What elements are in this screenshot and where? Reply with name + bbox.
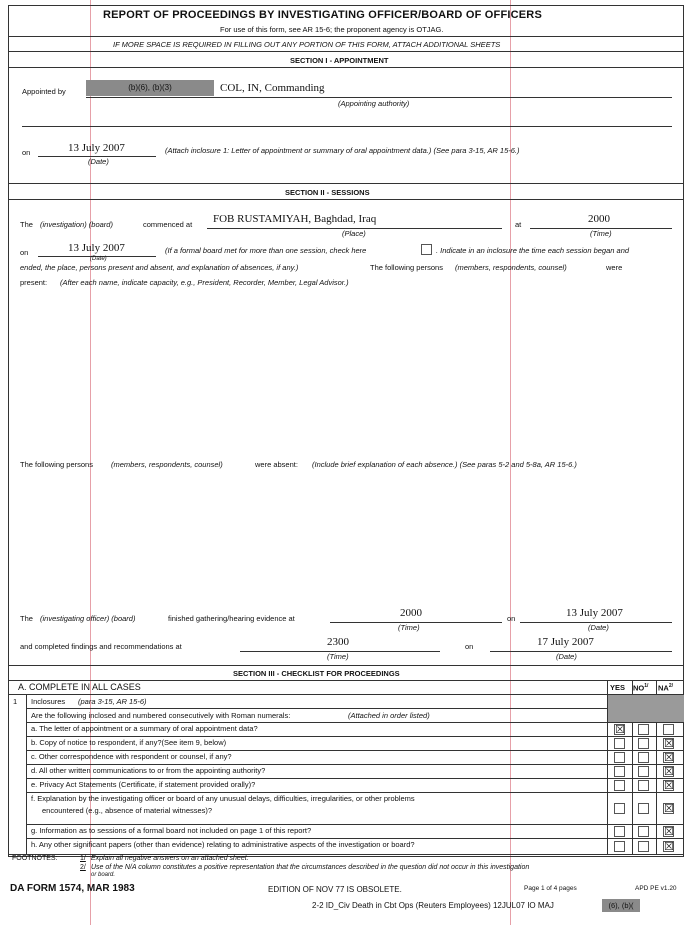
finished-inv-label: (investigating officer) (board) bbox=[40, 614, 136, 623]
the-label: The bbox=[20, 220, 33, 229]
completed-time-caption: (Time) bbox=[327, 652, 349, 661]
inv-board-label: (investigation) (board) bbox=[40, 220, 113, 229]
finished-time-caption: (Time) bbox=[398, 623, 420, 632]
footer-redaction: (6), (b)( bbox=[602, 899, 640, 912]
appointing-authority-value: COL, IN, Commanding bbox=[220, 82, 325, 94]
col-no: $NO^{1/}$ bbox=[633, 683, 649, 693]
col-yes: YES bbox=[610, 683, 626, 692]
on-label-2: on bbox=[20, 248, 29, 257]
finished-date-caption: (Date) bbox=[588, 623, 609, 632]
finished-label: finished gathering/hearing evidence at bbox=[168, 614, 295, 623]
multiple-sessions-checkbox[interactable] bbox=[421, 244, 432, 255]
checkbox-na[interactable]: ☒ bbox=[664, 779, 674, 792]
checkbox-no[interactable] bbox=[638, 803, 649, 814]
checkbox-na[interactable]: ☒ bbox=[664, 751, 674, 764]
completed-date-caption: (Date) bbox=[556, 652, 577, 661]
checklist-item-label: c. Other correspondence with respondent or counsel, if any? bbox=[31, 752, 232, 761]
ended-line: ended, the place, persons present and absent, and explanation of absences, if any.) bbox=[20, 263, 299, 272]
finished-date: 13 July 2007 bbox=[566, 607, 623, 619]
place-caption: (Place) bbox=[342, 229, 366, 238]
group-a-heading: A. COMPLETE IN ALL CASES bbox=[18, 682, 141, 692]
checklist-item-label: b. Copy of notice to respondent, if any?(See item 9, below) bbox=[31, 738, 227, 747]
checklist-item-label: e. Privacy Act Statements (Certificate, if statement provided orally)? bbox=[31, 780, 256, 789]
footnotes-label: FOOTNOTES: bbox=[12, 855, 58, 862]
checkbox-yes[interactable]: ☒ bbox=[615, 723, 625, 736]
finished-the: The bbox=[20, 614, 33, 623]
formal-note: (If a formal board met for more than one session, check here bbox=[165, 246, 367, 255]
checklist-item-label: g. Information as to sessions of a formal board not included on page 1 of this report? bbox=[31, 826, 312, 835]
checkbox-no[interactable] bbox=[638, 780, 649, 791]
checkbox-no[interactable] bbox=[638, 738, 649, 749]
checkbox-no[interactable] bbox=[638, 766, 649, 777]
appointment-date: 13 July 2007 bbox=[68, 142, 125, 154]
were-label: were bbox=[606, 263, 623, 272]
checkbox-yes[interactable] bbox=[614, 738, 625, 749]
form-title: REPORT OF PROCEEDINGS BY INVESTIGATING OFFICER/BOARD OF OFFICERS bbox=[103, 9, 542, 21]
checkbox-yes[interactable] bbox=[614, 780, 625, 791]
checkbox-no[interactable] bbox=[638, 724, 649, 735]
checkbox-yes[interactable] bbox=[614, 826, 625, 837]
following-present-label: The following persons bbox=[370, 263, 443, 272]
checkbox-yes[interactable] bbox=[614, 841, 625, 852]
inclosures-label: Inclosures bbox=[31, 697, 66, 706]
redaction-box: (b)(6), (b)(3) bbox=[86, 80, 214, 96]
session-time: 2000 bbox=[588, 213, 610, 225]
absent-note: (Include brief explanation of each absence.) (See paras 5-2 and 5-8a, AR 15-6.) bbox=[312, 460, 577, 469]
space-note: IF MORE SPACE IS REQUIRED IN FILLING OUT ANY PORTION OF THIS FORM, ATTACH ADDITIONAL SHEETS bbox=[113, 40, 501, 49]
commenced-label: commenced at bbox=[143, 220, 193, 229]
section2-heading: SECTION II - SESSIONS bbox=[285, 188, 370, 197]
absent-lead: The following persons bbox=[20, 460, 93, 469]
checkbox-na[interactable]: ☒ bbox=[664, 737, 674, 750]
checkbox-yes[interactable] bbox=[614, 803, 625, 814]
footnote-2b: or board. bbox=[91, 872, 116, 878]
apd-version: APD PE v1.20 bbox=[635, 885, 677, 892]
footnote-1: Explain all negative answers on an attached sheet. bbox=[91, 855, 249, 862]
checklist-item-label-cont: encountered (e.g., absence of material witnesses)? bbox=[42, 806, 213, 815]
checkbox-no[interactable] bbox=[638, 841, 649, 852]
checkbox-no[interactable] bbox=[638, 752, 649, 763]
shaded-cells bbox=[608, 695, 684, 722]
checkbox-na[interactable]: ☒ bbox=[664, 840, 674, 853]
section3-heading: SECTION III - CHECKLIST FOR PROCEEDINGS bbox=[233, 669, 400, 678]
checklist-item-label: a. The letter of appointment or a summary of oral appointment data? bbox=[31, 724, 258, 733]
following-line: Are the following inclosed and numbered consecutively with Roman numerals: bbox=[31, 711, 291, 720]
footnote-1-mark: 1/ bbox=[80, 855, 86, 862]
appointed-by-label: Appointed by bbox=[22, 87, 66, 96]
appointment-date-caption: (Date) bbox=[88, 157, 109, 166]
page-count: Page 1 of 4 pages bbox=[524, 885, 577, 892]
completed-date: 17 July 2007 bbox=[537, 636, 594, 648]
col-na: $NA^{2/}$ bbox=[658, 683, 674, 693]
at-label: at bbox=[515, 220, 522, 229]
checkbox-na[interactable]: ☒ bbox=[664, 825, 674, 838]
checkbox-yes[interactable] bbox=[614, 766, 625, 777]
checkbox-na[interactable]: ☒ bbox=[664, 765, 674, 778]
completed-label: and completed findings and recommendations at bbox=[20, 642, 182, 651]
checklist-item-label: d. All other written communications to or from the appointing authority? bbox=[31, 766, 266, 775]
on-label: on bbox=[22, 148, 31, 157]
session-date-caption: (Date) bbox=[90, 256, 107, 262]
checkbox-yes[interactable] bbox=[614, 752, 625, 763]
use-note: For use of this form, see AR 15-6; the proponent agency is OTJAG. bbox=[220, 25, 444, 34]
checkbox-na[interactable] bbox=[663, 724, 674, 735]
edition-note: EDITION OF NOV 77 IS OBSOLETE. bbox=[268, 885, 402, 894]
time-caption: (Time) bbox=[590, 229, 612, 238]
row-number: 1 bbox=[13, 697, 18, 706]
members-note: (members, respondents, counsel) bbox=[455, 263, 567, 272]
absent-members-note: (members, respondents, counsel) bbox=[111, 460, 223, 469]
attach-note: (Attach inclosure 1: Letter of appointment or summary of oral appointment data.) (See para 3-15, AR 15-6.) bbox=[165, 146, 520, 155]
session-place: FOB RUSTAMIYAH, Baghdad, Iraq bbox=[213, 213, 377, 225]
footnote-2: Use of the N/A column constitutes a positive representation that the circumstances described in the question did not occur in this investigation bbox=[91, 864, 530, 871]
document-reference: 2-2 ID_Civ Death in Cbt Ops (Reuters Employees) 12JUL07 IO MAJ bbox=[312, 901, 554, 910]
completed-on: on bbox=[465, 642, 474, 651]
finished-on: on bbox=[507, 614, 516, 623]
completed-time: 2300 bbox=[327, 636, 349, 648]
footnote-2-mark: 2/ bbox=[80, 864, 86, 871]
present-label: present: bbox=[20, 278, 48, 287]
finished-time: 2000 bbox=[400, 607, 422, 619]
section1-heading: SECTION I - APPOINTMENT bbox=[290, 56, 389, 65]
checklist-item-label: f. Explanation by the investigating officer or board of any unusual delays, difficulties, irregularities, or other problems bbox=[31, 794, 415, 803]
inclosures-para: (para 3-15, AR 15-6) bbox=[78, 697, 147, 706]
checklist-item-label: h. Any other significant papers (other than evidence) relating to administrative aspects of the investigation or board? bbox=[31, 840, 415, 849]
session-date: 13 July 2007 bbox=[68, 242, 125, 254]
following-note: (Attached in order listed) bbox=[348, 711, 430, 720]
appointing-caption: (Appointing authority) bbox=[338, 99, 410, 108]
after-note: (After each name, indicate capacity, e.g., President, Recorder, Member, Legal Advisor.) bbox=[60, 278, 349, 287]
form-number: DA FORM 1574, MAR 1983 bbox=[10, 883, 135, 894]
checkbox-na[interactable]: ☒ bbox=[664, 802, 674, 815]
indicate-note: . Indicate in an inclosure the time each session began and bbox=[436, 246, 630, 255]
checkbox-no[interactable] bbox=[638, 826, 649, 837]
absent-label: were absent: bbox=[255, 460, 298, 469]
